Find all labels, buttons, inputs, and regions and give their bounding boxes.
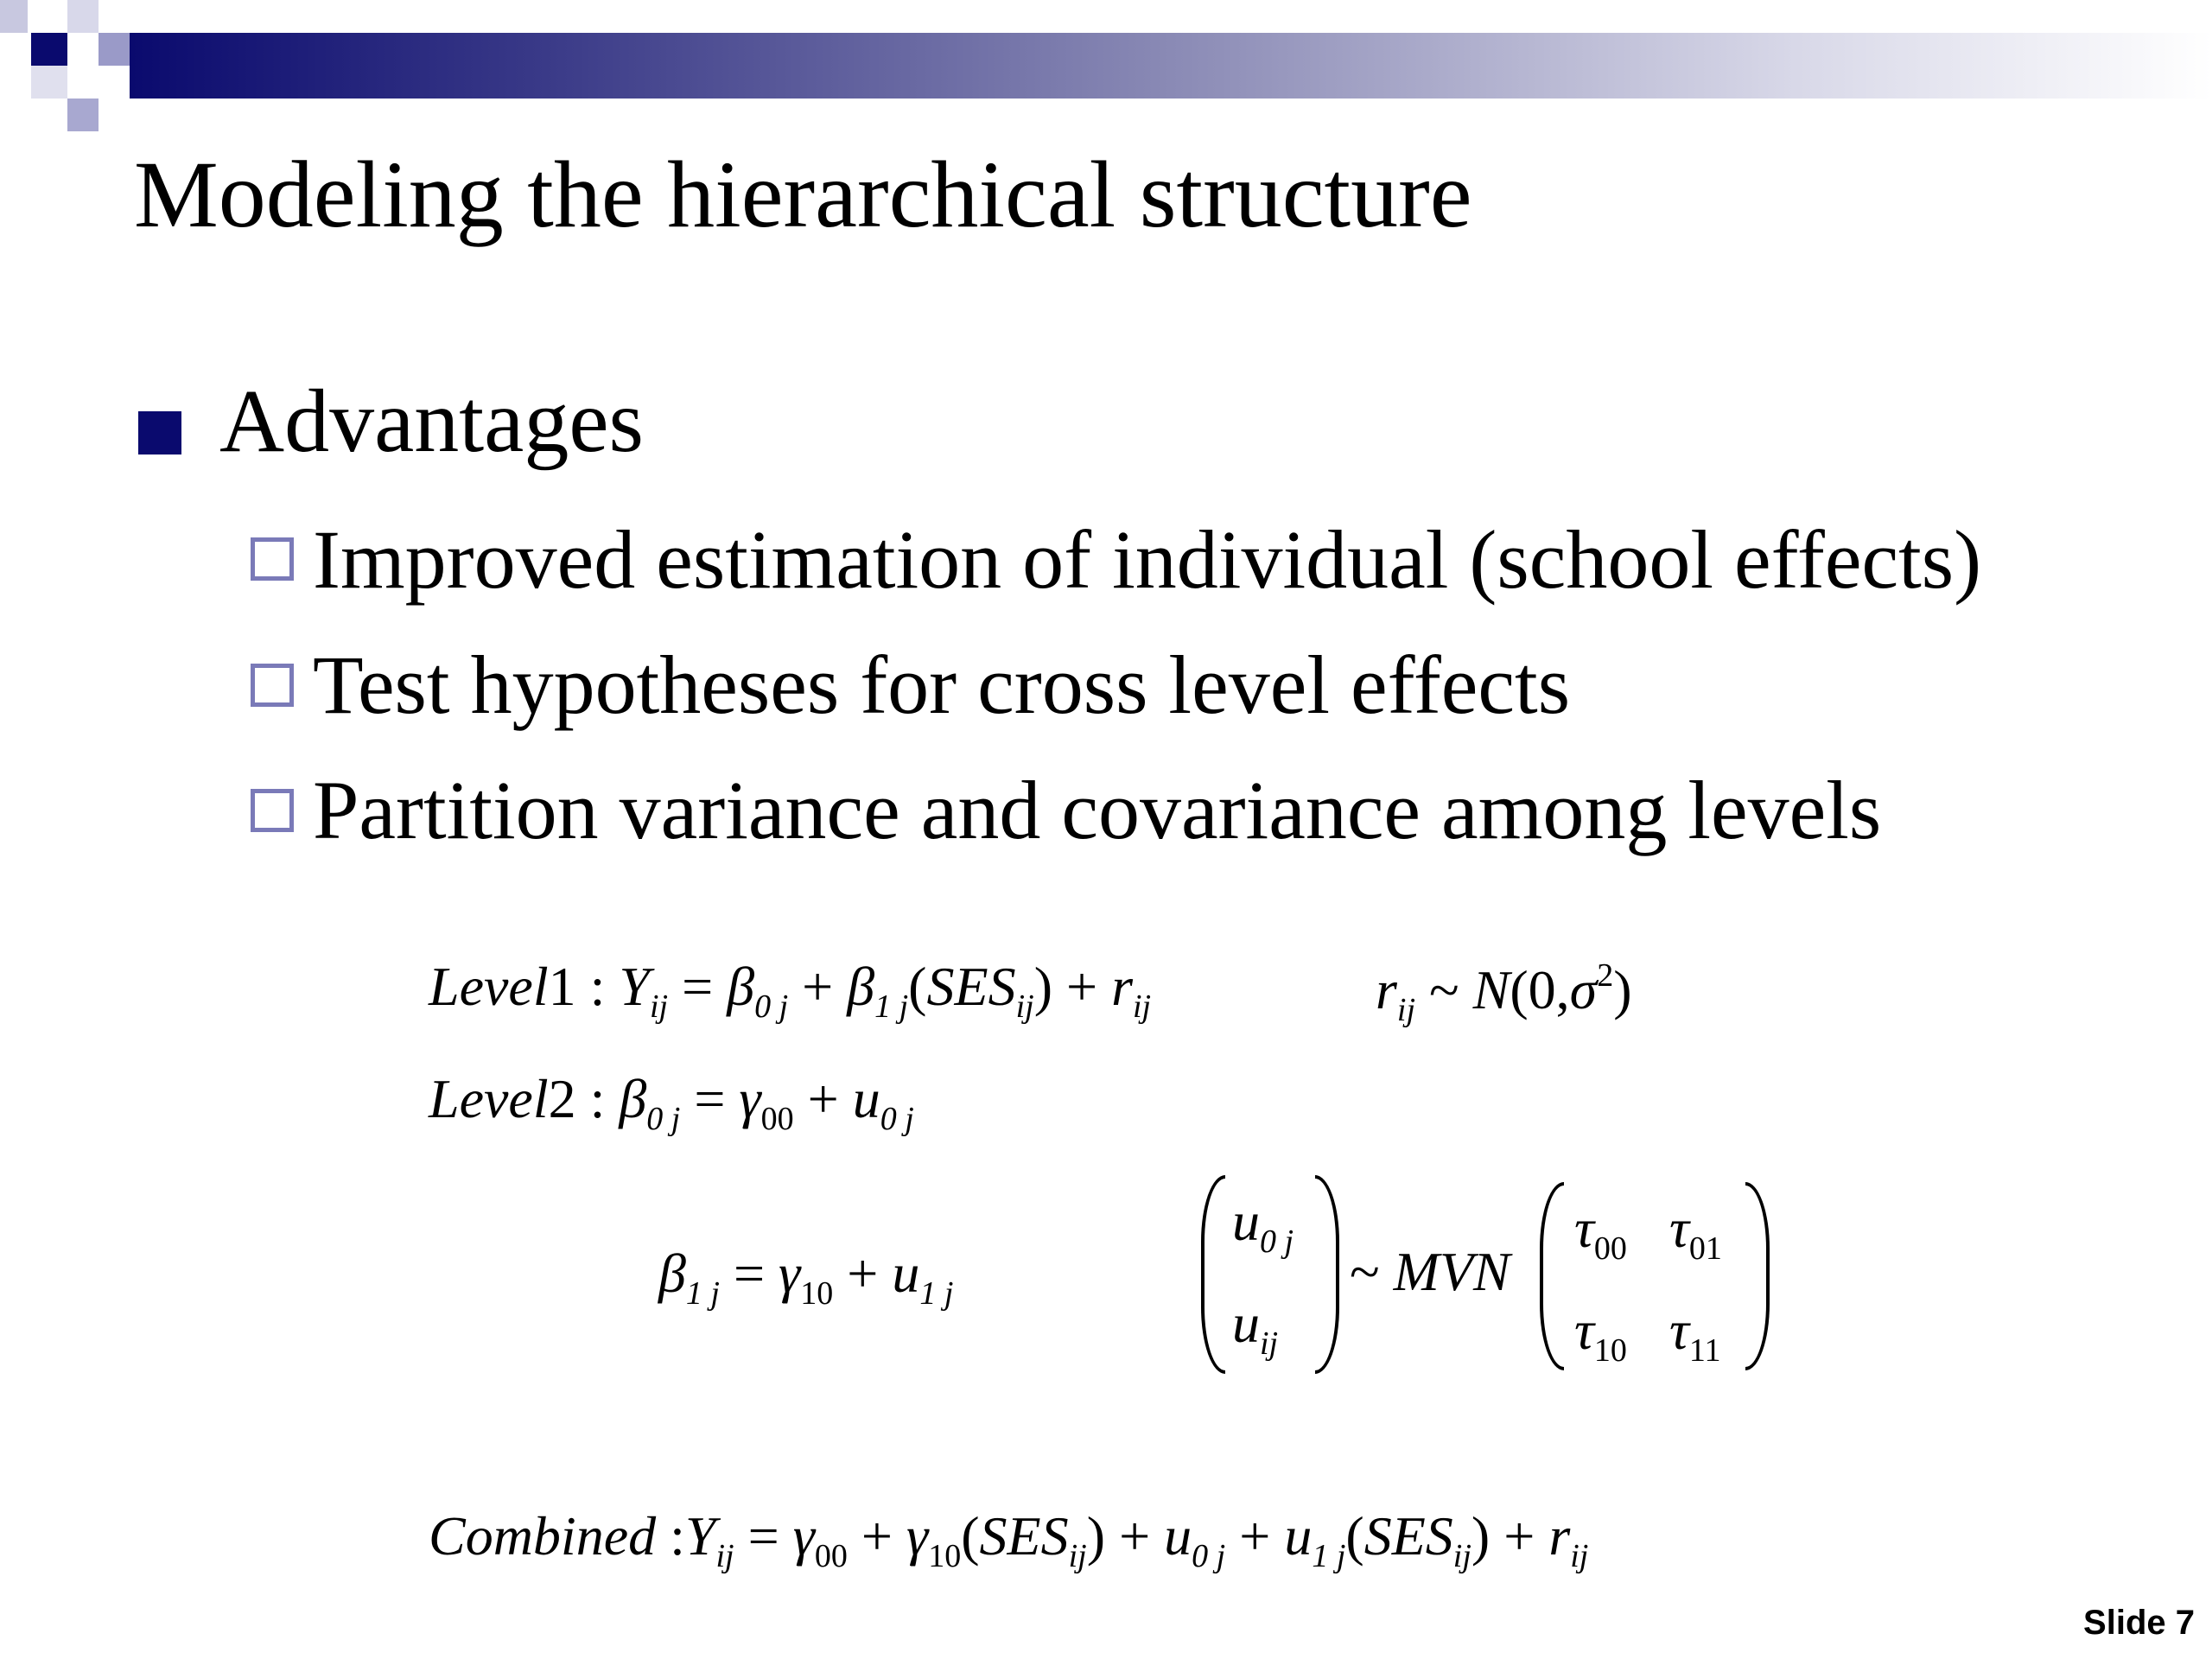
header-square-dark <box>31 33 67 66</box>
matrix-cell-tau10: $\tau_{10}$ <box>1574 1300 1627 1369</box>
bullet-advantages: Advantages <box>219 372 644 471</box>
vector-cell-uij: $u_{ij}$ <box>1232 1293 1279 1362</box>
equation-level2-intercept: Level2 : $\beta_{0 j} = \gamma_{00} + u_{0 j}$ <box>429 1068 914 1137</box>
vector-cell-u0j: $u_{0 j}$ <box>1232 1191 1294 1260</box>
random-effects-vector <box>1201 1175 1339 1374</box>
sub-bullet-2: Test hypotheses for cross level effects <box>313 639 1571 731</box>
hollow-square-icon <box>251 537 294 581</box>
equation-level1-error-dist: $r_{ij}$ ~ $N(0,\sigma^2)$ <box>1376 957 1632 1028</box>
sub-bullet-1: Improved estimation of individual (school effects) <box>313 513 1982 606</box>
slide-title: Modeling the hierarchical structure <box>134 142 1472 247</box>
header-square-mid-1 <box>99 33 130 66</box>
left-paren <box>1201 1175 1225 1374</box>
bullet-square-icon <box>138 411 181 454</box>
hollow-square-icon <box>251 664 294 707</box>
header-gradient-band <box>130 33 2212 99</box>
covariance-matrix <box>1540 1182 1770 1370</box>
header-square-light-1 <box>0 0 28 33</box>
right-paren <box>1315 1175 1339 1374</box>
matrix-cell-tau01: $\tau_{01}$ <box>1669 1198 1722 1267</box>
header-square-mid-2 <box>67 99 99 131</box>
hollow-square-icon <box>251 789 294 832</box>
header-square-light-2 <box>67 0 99 33</box>
sub-bullet-3: Partition variance and covariance among levels <box>313 764 1882 856</box>
left-paren <box>1540 1182 1564 1370</box>
matrix-cell-tau00: $\tau_{00}$ <box>1574 1198 1627 1267</box>
right-paren <box>1745 1182 1770 1370</box>
equation-level2-slope: $\beta_{1 j} = \gamma_{10} + u_{1 j}$ <box>658 1243 954 1312</box>
equation-level1: Level1 : $Y_{ij} = \beta_{0 j} + \beta_{1 j}(SES_{ij}) + r_{ij}$ <box>429 956 1152 1025</box>
equation-combined: Combined $:Y_{ij} = \gamma_{00} + \gamma_{10}(SES_{ij}) + u_{0 j} + u_{1 j}(SES_{ij}) + r_{ij}$ <box>429 1505 1589 1574</box>
mvn-label: ~ MVN <box>1350 1241 1510 1302</box>
matrix-cell-tau11: $\tau_{11}$ <box>1669 1300 1721 1369</box>
header-square-light-3 <box>31 66 67 99</box>
slide-number: Slide 7 <box>2083 1604 2195 1642</box>
